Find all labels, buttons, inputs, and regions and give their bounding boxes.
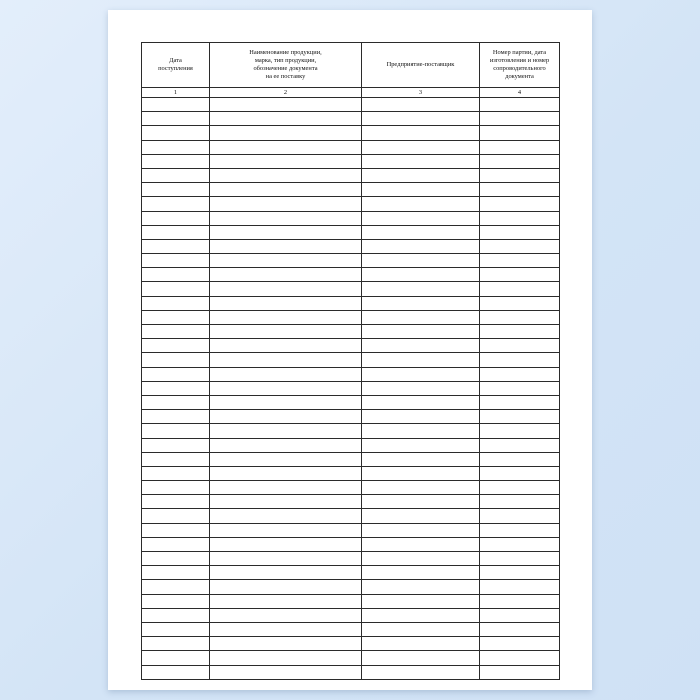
table-cell[interactable] [362, 410, 480, 424]
table-cell[interactable] [210, 381, 362, 395]
table-cell[interactable] [210, 594, 362, 608]
table-cell[interactable] [142, 268, 210, 282]
table-cell[interactable] [362, 197, 480, 211]
table-row[interactable] [142, 438, 560, 452]
table-cell[interactable] [480, 552, 560, 566]
table-cell[interactable] [142, 154, 210, 168]
table-cell[interactable] [210, 296, 362, 310]
table-cell[interactable] [142, 395, 210, 409]
table-cell[interactable] [362, 254, 480, 268]
table-cell[interactable] [362, 239, 480, 253]
table-cell[interactable] [480, 367, 560, 381]
table-cell[interactable] [362, 310, 480, 324]
table-cell[interactable] [210, 282, 362, 296]
table-cell[interactable] [210, 410, 362, 424]
table-cell[interactable] [142, 481, 210, 495]
table-cell[interactable] [480, 268, 560, 282]
table-cell[interactable] [362, 481, 480, 495]
table-cell[interactable] [142, 296, 210, 310]
table-cell[interactable] [210, 140, 362, 154]
table-cell[interactable] [480, 495, 560, 509]
table-cell[interactable] [480, 112, 560, 126]
table-cell[interactable] [142, 339, 210, 353]
table-cell[interactable] [362, 211, 480, 225]
table-row[interactable] [142, 268, 560, 282]
table-cell[interactable] [480, 197, 560, 211]
table-cell[interactable] [480, 140, 560, 154]
table-cell[interactable] [142, 98, 210, 112]
table-cell[interactable] [210, 481, 362, 495]
table-row[interactable] [142, 197, 560, 211]
table-cell[interactable] [142, 126, 210, 140]
table-cell[interactable] [480, 154, 560, 168]
table-cell[interactable] [142, 239, 210, 253]
table-cell[interactable] [480, 254, 560, 268]
table-row[interactable] [142, 452, 560, 466]
table-cell[interactable] [480, 509, 560, 523]
table-cell[interactable] [210, 183, 362, 197]
table-cell[interactable] [210, 523, 362, 537]
table-row[interactable] [142, 98, 560, 112]
table-row[interactable] [142, 325, 560, 339]
table-row[interactable] [142, 523, 560, 537]
table-cell[interactable] [362, 608, 480, 622]
table-cell[interactable] [210, 622, 362, 636]
table-cell[interactable] [142, 410, 210, 424]
table-header-row [142, 43, 560, 88]
table-cell[interactable] [480, 395, 560, 409]
table-cell[interactable] [362, 665, 480, 679]
table-cell[interactable] [480, 665, 560, 679]
table-column-number-row [142, 88, 560, 98]
table-row[interactable] [142, 254, 560, 268]
table-cell[interactable] [210, 424, 362, 438]
table-cell[interactable] [362, 282, 480, 296]
table-cell[interactable] [142, 211, 210, 225]
table-cell[interactable] [362, 395, 480, 409]
table-row[interactable] [142, 481, 560, 495]
table-cell[interactable] [210, 225, 362, 239]
table-cell[interactable] [480, 637, 560, 651]
table-cell[interactable] [210, 112, 362, 126]
table-cell[interactable] [210, 168, 362, 182]
table-cell[interactable] [210, 495, 362, 509]
table-cell[interactable] [362, 168, 480, 182]
table-cell[interactable] [362, 495, 480, 509]
table-cell[interactable] [362, 140, 480, 154]
table-cell[interactable] [480, 608, 560, 622]
column-number-3: 3 [362, 88, 480, 98]
table-row[interactable] [142, 424, 560, 438]
table-cell[interactable] [142, 197, 210, 211]
table-cell[interactable] [210, 537, 362, 551]
table-cell[interactable] [210, 239, 362, 253]
table-row[interactable] [142, 410, 560, 424]
table-cell[interactable] [362, 268, 480, 282]
table-cell[interactable] [362, 339, 480, 353]
table-cell[interactable] [142, 353, 210, 367]
table-cell[interactable] [142, 381, 210, 395]
table-row[interactable] [142, 608, 560, 622]
table-cell[interactable] [480, 523, 560, 537]
table-row[interactable] [142, 509, 560, 523]
table-cell[interactable] [210, 637, 362, 651]
table-cell[interactable] [480, 651, 560, 665]
table-cell[interactable] [142, 310, 210, 324]
table-row[interactable] [142, 665, 560, 679]
table-cell[interactable] [142, 552, 210, 566]
table-cell[interactable] [362, 637, 480, 651]
table-body [142, 98, 560, 680]
table-row[interactable] [142, 580, 560, 594]
column-header-product: Наименование продукции, марка, тип продукции, обозначение документа на ее поставку [210, 43, 362, 88]
table-row[interactable] [142, 154, 560, 168]
table-row[interactable] [142, 225, 560, 239]
table-cell[interactable] [362, 112, 480, 126]
table-cell[interactable] [142, 282, 210, 296]
table-cell[interactable] [362, 381, 480, 395]
table-row[interactable] [142, 140, 560, 154]
table-row[interactable] [142, 622, 560, 636]
table-cell[interactable] [142, 665, 210, 679]
table-cell[interactable] [142, 466, 210, 480]
column-number-2: 2 [210, 88, 362, 98]
table-cell[interactable] [142, 509, 210, 523]
table-cell[interactable] [480, 310, 560, 324]
table-cell[interactable] [480, 622, 560, 636]
table-row[interactable] [142, 112, 560, 126]
table-cell[interactable] [210, 353, 362, 367]
column-header-batch: Номер партии, дата изготовления и номер сопроводительного документа [480, 43, 560, 88]
table-cell[interactable] [362, 424, 480, 438]
table-row[interactable] [142, 282, 560, 296]
table-cell[interactable] [142, 140, 210, 154]
table-cell[interactable] [142, 325, 210, 339]
table-cell[interactable] [210, 509, 362, 523]
table-cell[interactable] [480, 580, 560, 594]
column-number-4: 4 [480, 88, 560, 98]
table-cell[interactable] [210, 665, 362, 679]
table-cell[interactable] [210, 254, 362, 268]
table-cell[interactable] [210, 651, 362, 665]
table-cell[interactable] [142, 367, 210, 381]
column-header-supplier: Предприятие-поставщик [362, 43, 480, 88]
table-cell[interactable] [480, 466, 560, 480]
table-cell[interactable] [210, 566, 362, 580]
table-cell[interactable] [142, 537, 210, 551]
table-cell[interactable] [210, 580, 362, 594]
table-cell[interactable] [210, 268, 362, 282]
table-row[interactable] [142, 466, 560, 480]
table-cell[interactable] [480, 381, 560, 395]
table-cell[interactable] [362, 566, 480, 580]
table-row[interactable] [142, 310, 560, 324]
table-cell[interactable] [362, 154, 480, 168]
table-cell[interactable] [480, 339, 560, 353]
table-row[interactable] [142, 339, 560, 353]
table-cell[interactable] [362, 466, 480, 480]
table-cell[interactable] [210, 325, 362, 339]
table-cell[interactable] [142, 594, 210, 608]
table-cell[interactable] [142, 424, 210, 438]
table-cell[interactable] [210, 552, 362, 566]
table-cell[interactable] [480, 239, 560, 253]
table-cell[interactable] [480, 452, 560, 466]
table-cell[interactable] [480, 183, 560, 197]
table-cell[interactable] [362, 622, 480, 636]
table-cell[interactable] [480, 325, 560, 339]
table-cell[interactable] [210, 367, 362, 381]
table-row[interactable] [142, 552, 560, 566]
table-cell[interactable] [362, 452, 480, 466]
table-cell[interactable] [210, 466, 362, 480]
table-cell[interactable] [210, 452, 362, 466]
table-cell[interactable] [362, 296, 480, 310]
table-cell[interactable] [210, 98, 362, 112]
table-row[interactable] [142, 126, 560, 140]
document-page [108, 10, 592, 690]
table-cell[interactable] [480, 126, 560, 140]
table-row[interactable] [142, 594, 560, 608]
table-cell[interactable] [210, 339, 362, 353]
table-cell[interactable] [142, 452, 210, 466]
table-cell[interactable] [480, 282, 560, 296]
table-row[interactable] [142, 353, 560, 367]
registration-table-container [141, 42, 559, 680]
table-cell[interactable] [142, 651, 210, 665]
table-cell[interactable] [480, 566, 560, 580]
table-cell[interactable] [210, 395, 362, 409]
table-cell[interactable] [480, 481, 560, 495]
table-cell[interactable] [142, 523, 210, 537]
table-row[interactable] [142, 637, 560, 651]
table-cell[interactable] [362, 225, 480, 239]
table-cell[interactable] [362, 353, 480, 367]
table-cell[interactable] [480, 438, 560, 452]
table-row[interactable] [142, 495, 560, 509]
table-cell[interactable] [480, 98, 560, 112]
table-row[interactable] [142, 183, 560, 197]
table-row[interactable] [142, 395, 560, 409]
table-cell[interactable] [480, 410, 560, 424]
table-cell[interactable] [362, 552, 480, 566]
table-cell[interactable] [480, 594, 560, 608]
table-cell[interactable] [142, 225, 210, 239]
table-cell[interactable] [480, 211, 560, 225]
table-cell[interactable] [210, 154, 362, 168]
table-cell[interactable] [142, 168, 210, 182]
table-cell[interactable] [142, 608, 210, 622]
registration-table [141, 42, 560, 680]
column-number-1: 1 [142, 88, 210, 98]
table-cell[interactable] [480, 537, 560, 551]
table-row[interactable] [142, 168, 560, 182]
table-cell[interactable] [142, 495, 210, 509]
table-cell[interactable] [142, 183, 210, 197]
table-row[interactable] [142, 537, 560, 551]
table-cell[interactable] [210, 438, 362, 452]
table-row[interactable] [142, 367, 560, 381]
table-row[interactable] [142, 296, 560, 310]
table-cell[interactable] [142, 580, 210, 594]
table-cell[interactable] [362, 325, 480, 339]
table-cell[interactable] [480, 168, 560, 182]
table-cell[interactable] [142, 566, 210, 580]
table-cell[interactable] [210, 608, 362, 622]
table-cell[interactable] [480, 225, 560, 239]
table-cell[interactable] [362, 523, 480, 537]
table-row[interactable] [142, 566, 560, 580]
table-cell[interactable] [362, 594, 480, 608]
table-cell[interactable] [480, 353, 560, 367]
table-cell[interactable] [142, 622, 210, 636]
table-cell[interactable] [362, 651, 480, 665]
table-cell[interactable] [210, 197, 362, 211]
table-row[interactable] [142, 381, 560, 395]
table-cell[interactable] [210, 310, 362, 324]
table-cell[interactable] [480, 296, 560, 310]
table-row[interactable] [142, 211, 560, 225]
table-cell[interactable] [362, 509, 480, 523]
table-row[interactable] [142, 651, 560, 665]
table-cell[interactable] [142, 637, 210, 651]
table-row[interactable] [142, 239, 560, 253]
table-cell[interactable] [362, 438, 480, 452]
table-cell[interactable] [142, 254, 210, 268]
column-header-date: Дата поступления [142, 43, 210, 88]
table-cell[interactable] [362, 98, 480, 112]
table-cell[interactable] [480, 424, 560, 438]
table-cell[interactable] [362, 367, 480, 381]
table-cell[interactable] [362, 580, 480, 594]
table-cell[interactable] [362, 126, 480, 140]
table-header [142, 43, 560, 98]
table-cell[interactable] [210, 211, 362, 225]
table-cell[interactable] [362, 537, 480, 551]
table-cell[interactable] [142, 438, 210, 452]
table-cell[interactable] [362, 183, 480, 197]
table-cell[interactable] [210, 126, 362, 140]
table-cell[interactable] [142, 112, 210, 126]
